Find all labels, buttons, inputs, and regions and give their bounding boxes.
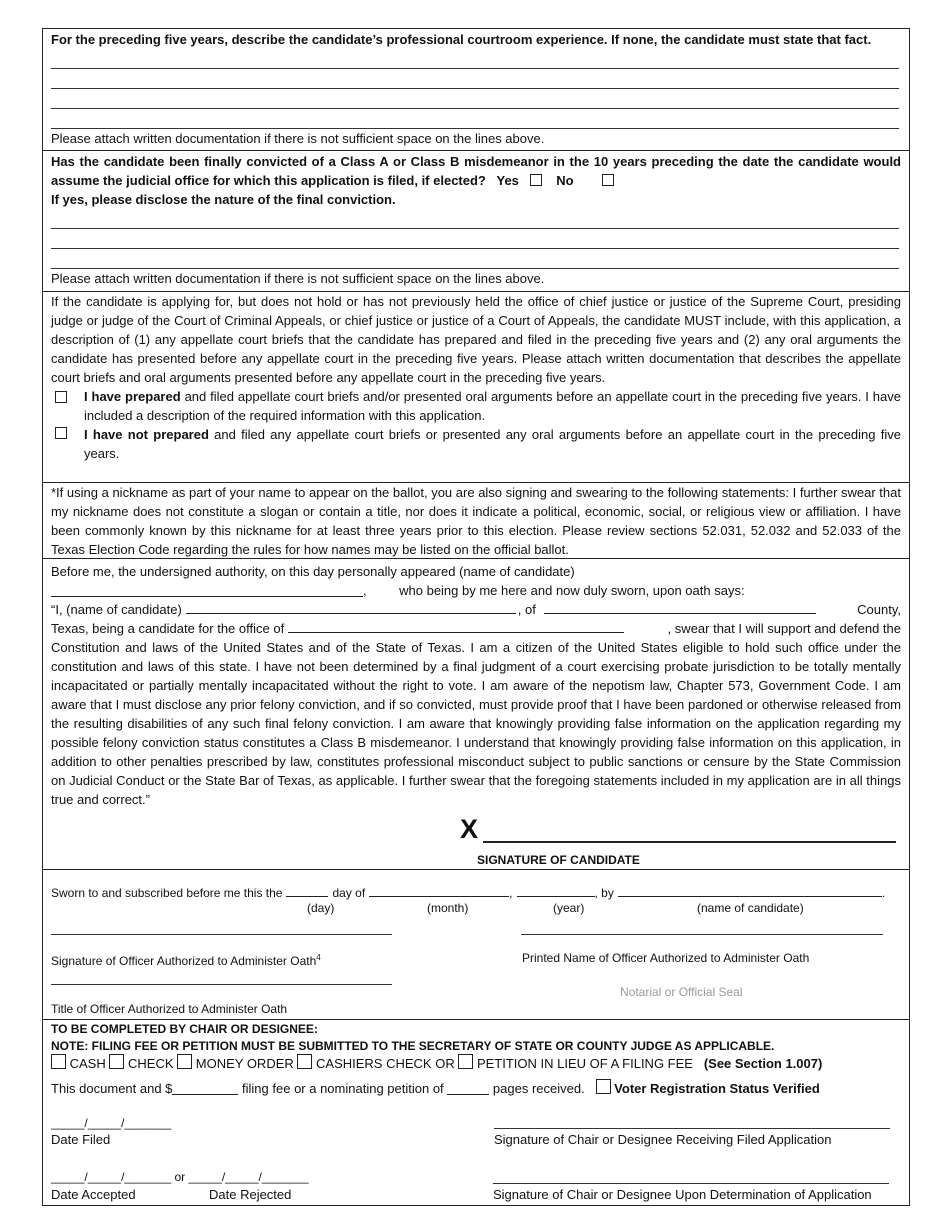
- officer-signature-line[interactable]: [51, 934, 392, 935]
- not-prepared-text: and filed any appellate court briefs or presented any oral arguments before an appellate court in the preceding five years.: [84, 427, 901, 461]
- yes-label: Yes: [496, 173, 519, 188]
- office-blank[interactable]: [288, 619, 624, 633]
- courtroom-section: [43, 30, 909, 151]
- year-caption: (year): [553, 901, 585, 915]
- misdemeanor-line-1[interactable]: [51, 209, 899, 229]
- date-accepted-label: Date Accepted: [51, 1187, 136, 1202]
- receiving-signature-label: Signature of Chair or Designee Receiving Filed Application: [494, 1132, 832, 1147]
- misdemeanor-section: [43, 152, 909, 292]
- cash-label: CASH: [69, 1056, 106, 1071]
- or-label: or: [174, 1170, 186, 1184]
- nickname-section: [43, 483, 909, 559]
- year-blank[interactable]: [517, 883, 595, 897]
- candidate-signature-line[interactable]: [483, 841, 896, 843]
- determination-signature-label: Signature of Chair or Designee Upon Determination of Application: [493, 1187, 872, 1202]
- candidate-name-blank[interactable]: [51, 583, 363, 597]
- appellate-prepared-option: [51, 387, 901, 425]
- oath-line-4-a: Texas, being a candidate for the office of: [51, 621, 285, 636]
- signature-label: SIGNATURE OF CANDIDATE: [477, 853, 640, 867]
- nickname-text: *If using a nickname as part of your name to appear on the ballot, you are also signing and swearing to the following statements: I further swear that my nickname does not constitute a slogan or contain a title, nor does it indicate a political, economic, social, or religious view or affiliation. I have been commonly known by this nickname for at least three years prior to this election. Please review sections 52.031, 52.032 and 52.033 of the Texas Election Code regarding the rules for how names may be listed on the official ballot.: [51, 485, 901, 557]
- misdemeanor-question-text: Has the candidate been finally convicted of a Class A or Class B misdemeanor in the 10 years preceding the date the candidate would assume the judicial office for which this application is filed, if elected?: [51, 154, 901, 188]
- prepared-checkbox[interactable]: [55, 391, 67, 403]
- misdemeanor-line-2[interactable]: [51, 229, 899, 249]
- date-accepted-rejected-blanks[interactable]: _____/_____/_______ or _____/_____/_______: [51, 1170, 309, 1184]
- doc-a: This document and $: [51, 1081, 173, 1096]
- document-received-line: [51, 1079, 820, 1098]
- month-blank[interactable]: [369, 883, 509, 897]
- not-prepared-bold: I have not prepared: [84, 427, 209, 442]
- oath-line-2: , who being by me here and now duly sworn, upon oath says:: [51, 581, 901, 600]
- oath-section: [43, 562, 909, 870]
- see-section: (See Section 1.007): [703, 1056, 823, 1071]
- oath-line-1: Before me, the undersigned authority, on this day personally appeared (name of candidate): [51, 564, 575, 579]
- sworn-b: day of: [332, 886, 366, 900]
- officer-signature-text: Signature of Officer Authorized to Administer Oath: [51, 954, 317, 968]
- date-rejected-label: Date Rejected: [209, 1187, 292, 1202]
- application-form: [42, 28, 910, 1206]
- prepared-bold: I have prepared: [84, 389, 181, 404]
- date-filed-label: Date Filed: [51, 1132, 111, 1147]
- receiving-signature-line[interactable]: [494, 1128, 890, 1129]
- courtroom-line-3[interactable]: [51, 89, 899, 109]
- yes-checkbox[interactable]: [530, 174, 542, 186]
- no-checkbox[interactable]: [602, 174, 614, 186]
- printed-name-label: Printed Name of Officer Authorized to Administer Oath: [522, 951, 810, 965]
- day-caption: (day): [307, 901, 335, 915]
- oath-candidate-name-blank[interactable]: [186, 600, 516, 614]
- sworn-section: [43, 870, 909, 1020]
- chair-note: NOTE: FILING FEE OR PETITION MUST BE SUBMITTED TO THE SECRETARY OF STATE OR COUNTY JUDGE AS APPLICABLE.: [51, 1039, 775, 1053]
- voter-label: Voter Registration Status Verified: [614, 1081, 820, 1096]
- name-caption: (name of candidate): [697, 901, 804, 915]
- oath-line-3-a: “I, (name of candidate): [51, 602, 182, 617]
- appellate-not-prepared-option: [51, 425, 901, 463]
- pages-blank[interactable]: [447, 1081, 489, 1095]
- cash-checkbox[interactable]: [51, 1054, 66, 1069]
- money-order-label: MONEY ORDER: [195, 1056, 294, 1071]
- voter-checkbox[interactable]: [596, 1079, 611, 1094]
- officer-title-label: Title of Officer Authorized to Administer Oath: [51, 1002, 288, 1016]
- cashiers-check-label: CASHIERS CHECK OR: [316, 1056, 455, 1071]
- petition-label: PETITION IN LIEU OF A FILING FEE: [476, 1056, 693, 1071]
- oath-line-3-b: , of: [517, 602, 536, 617]
- officer-signature-label: [51, 950, 321, 969]
- oath-line-3-c: County,: [857, 602, 901, 617]
- oath-line-2-text: who being by me here and now duly sworn, upon oath says:: [399, 583, 745, 598]
- sworn-e: .: [881, 886, 886, 900]
- not-prepared-checkbox[interactable]: [55, 427, 67, 439]
- printed-name-line[interactable]: [521, 934, 883, 935]
- misdemeanor-attach-note: Please attach written documentation if there is not sufficient space on the lines above.: [51, 271, 545, 286]
- prepared-text: and filed appellate court briefs and/or presented oral arguments before an appellate court in the preceding five years. I have included a description of the required information with this application.: [84, 389, 901, 423]
- check-checkbox[interactable]: [109, 1054, 124, 1069]
- oath-body: Constitution and laws of the United States and of the State of Texas. I am a citizen of the United States eligible to hold such office under the constitution and laws of this state. I have not been determined by a final judgment of a court exercising probate jurisdiction to be totally mentally incapacitated or partially mentally incapacitated without the right to vote. I am aware of the nepotism law, Chapter 573, Government Code. I am aware that I must disclose any prior felony conviction, and if so convicted, must provide proof that I have been pardoned or otherwise released from the resulting disabilities of any such final felony conviction. I am aware that knowingly providing false information on the application regarding my possible felony conviction status constitutes a Class B misdemeanor. I understand that knowingly providing false information on this application, in addition to other penalties prescribed by law, constitutes professional misconduct subject to public sanctions or censure by the State Commission on Judicial Conduct or the State Bar of Texas, as applicable. I further swear that the foregoing statements included in my application are in all things true and correct.”: [51, 640, 901, 807]
- chair-section: [43, 1020, 909, 1205]
- officer-title-line[interactable]: [51, 984, 392, 985]
- cashiers-check-checkbox[interactable]: [297, 1054, 312, 1069]
- doc-c: pages received.: [492, 1081, 585, 1096]
- chair-heading: TO BE COMPLETED BY CHAIR OR DESIGNEE:: [51, 1022, 318, 1036]
- appellate-intro: If the candidate is applying for, but does not hold or has not previously held the office of chief justice or justice of the Supreme Court, presiding judge or judge of the Court of Criminal Appeals, or chief justice or justice of a Court of Appeals, the candidate MUST include, with this application, a description of (1) any appellate court briefs that the candidate has prepared and filed in the preceding five years and (2) any oral arguments the candidate has presented before any appellate court in the preceding five years. Please attach written documentation that describes the appellate court briefs and oral arguments presented before any appellate court in the preceding five years.: [51, 294, 901, 385]
- date-filed-blank[interactable]: _____/_____/_______: [51, 1116, 172, 1130]
- petition-checkbox[interactable]: [458, 1054, 473, 1069]
- misdemeanor-disclose: If yes, please disclose the nature of the final conviction.: [51, 192, 396, 207]
- doc-b: filing fee or a nominating petition of: [242, 1081, 444, 1096]
- oath-line-3: [51, 600, 901, 619]
- footnote-4: 4: [316, 953, 321, 962]
- county-blank[interactable]: [544, 600, 816, 614]
- appellate-section: [43, 292, 909, 483]
- month-caption: (month): [427, 901, 469, 915]
- determination-signature-line[interactable]: [493, 1183, 889, 1184]
- courtroom-attach-note: Please attach written documentation if there is not sufficient space on the lines above.: [51, 131, 545, 146]
- misdemeanor-line-3[interactable]: [51, 249, 899, 269]
- payment-options: [51, 1054, 822, 1073]
- misdemeanor-question: [51, 152, 901, 190]
- courtroom-heading: For the preceding five years, describe the candidate’s professional courtroom experience. If none, the candidate must state that fact.: [51, 32, 872, 47]
- fee-blank[interactable]: [172, 1081, 238, 1095]
- courtroom-line-4[interactable]: [51, 109, 899, 129]
- sworn-a: Sworn to and subscribed before me this the: [51, 886, 283, 900]
- courtroom-line-1[interactable]: [51, 49, 899, 69]
- check-label: CHECK: [128, 1056, 174, 1071]
- sworn-name-blank[interactable]: [618, 883, 882, 897]
- no-label: No: [556, 173, 574, 188]
- courtroom-line-2[interactable]: [51, 69, 899, 89]
- oath-line-4: [51, 619, 901, 638]
- seal-label: Notarial or Official Seal: [620, 985, 743, 999]
- money-order-checkbox[interactable]: [177, 1054, 192, 1069]
- signature-x: X: [460, 814, 479, 844]
- sworn-line: [51, 883, 901, 901]
- oath-line-4-b: , swear that I will support and defend the: [667, 621, 901, 636]
- day-blank[interactable]: [286, 883, 328, 897]
- sworn-d: , by: [594, 886, 614, 900]
- sworn-c: ,: [509, 886, 513, 900]
